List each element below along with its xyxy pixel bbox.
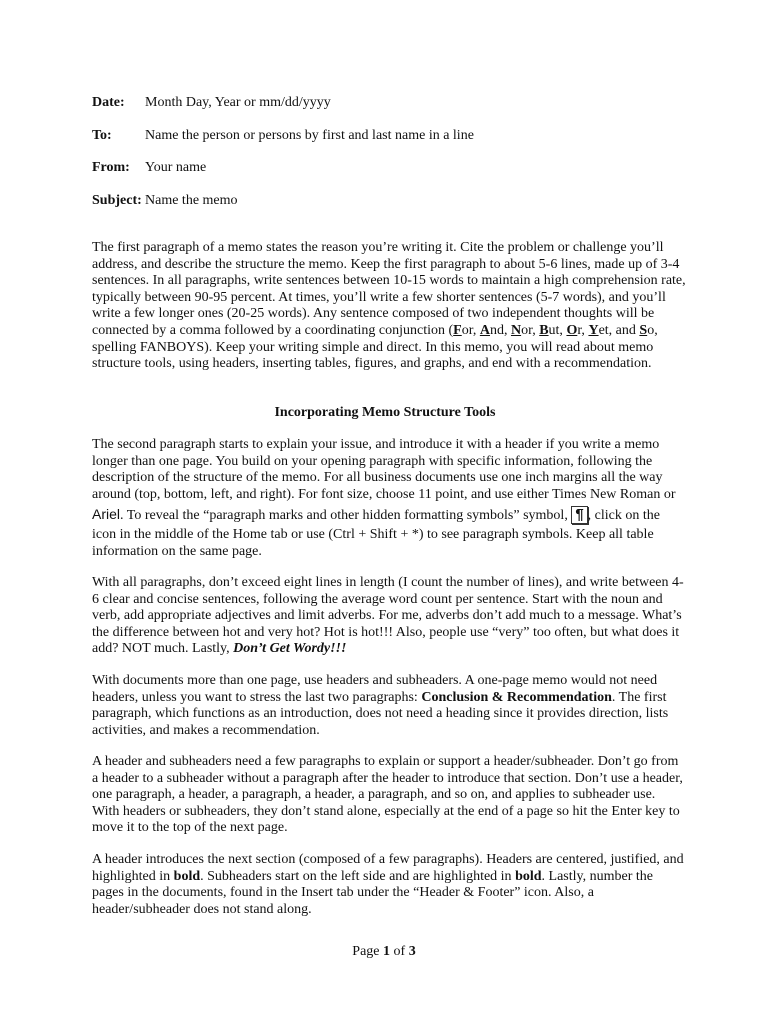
fanboys-letter: Y	[588, 322, 599, 338]
fanboys-letter: S	[639, 322, 648, 338]
text-span: or,	[521, 322, 540, 338]
text-line: With all paragraphs, don’t exceed eight lines in length (I count the number of lines), and write between 4-	[92, 575, 684, 590]
text-line: a header to a subheader without a paragraph after the header to introduce that section. Don’t use a header,	[92, 770, 683, 786]
text-line: A header and subheaders need a few paragraphs to explain or support a header/subheader. Don’t go from	[92, 754, 679, 769]
subject-value: Name the memo	[145, 193, 238, 208]
text-line: 6 clear and concise sentences, following the average word count per sentence. Start with the noun and	[92, 591, 663, 607]
bold-text: bold	[515, 868, 542, 884]
paragraph-structure	[92, 437, 678, 560]
text-span: ut,	[548, 322, 567, 338]
text-line: icon in the middle of the Home tab or use (Ctrl + Shift + *) to see paragraph symbols. Keep all table	[92, 526, 654, 542]
emphasis-text: Don’t Get Wordy!!!	[233, 641, 347, 657]
text-span: connected by a comma followed by a coordinating conjunction (	[92, 322, 454, 338]
text-line: longer than one page. You build on your opening paragraph with specific information, following the	[92, 453, 653, 469]
wordy-line	[92, 641, 678, 658]
text-line: move it to the top of the next page.	[92, 820, 288, 836]
text-line: The second paragraph starts to explain your issue, and introduce it with a header if you write a memo	[92, 437, 660, 452]
text-span: or,	[461, 322, 480, 338]
text-line: sentences. In all paragraphs, write sentences between 10-15 words to maintain a high comprehension rate,	[92, 273, 686, 289]
section-heading: Incorporating Memo Structure Tools	[274, 405, 496, 420]
text-line: header/subheader does not stand along.	[92, 901, 312, 917]
fanboys-letter: N	[510, 322, 522, 338]
paragraph-intro	[92, 240, 686, 373]
paragraph-formatting	[92, 852, 684, 918]
from-label: From:	[92, 160, 130, 175]
text-span: add? NOT much. Lastly,	[92, 641, 234, 657]
text-span: . To reveal the “paragraph marks and other hidden formatting symbols” symbol,	[120, 508, 572, 524]
text-line: A header introduces the next section (composed of a few paragraphs). Headers are centered, justified, and	[92, 852, 684, 867]
fanboys-line	[92, 323, 678, 340]
text-span: et, and	[598, 322, 640, 338]
text-span: . Subheaders start on the left side and are highlighted in	[200, 868, 516, 884]
text-span: of	[390, 944, 409, 959]
ariel-text: Ariel	[92, 506, 121, 523]
text-line: structure tools, using headers, inserting tables, figures, and graphs, and end with a recommendation.	[92, 356, 652, 372]
pilcrow-line	[92, 506, 678, 525]
text-line: paragraph, which functions as an introduction, does not need a heading since it provides direction, lists	[92, 706, 669, 722]
text-line: around (top, bottom, left, and right). For font size, choose 11 point, and use either Times New Roman or	[92, 486, 676, 502]
page-number	[0, 944, 768, 960]
paragraph-subheaders	[92, 754, 683, 837]
text-line: one paragraph, a header, a paragraph, a header, a paragraph, and so on, and applies to subheader use.	[92, 787, 656, 803]
paragraph-headers	[92, 673, 678, 739]
to-label: To:	[92, 128, 112, 143]
bold-text: Conclusion & Recommendation	[421, 689, 612, 705]
text-line: With headers or subheaders, they don’t stand alone, especially at the end of a page so hit the Enter key to	[92, 803, 680, 819]
text-line: address, and describe the structure the memo. Keep the first paragraph to about 5-6 lines, made up of 3-4	[92, 256, 680, 272]
text-line: spelling FANBOYS). Keep your writing simple and direct. In this memo, you will read about memo	[92, 339, 654, 355]
date-value: Month Day, Year or mm/dd/yyyy	[145, 95, 331, 110]
text-line: typically between 90-95 percent. At times, you’ll write a few shorter sentences (5-7 words), and you’ll	[92, 289, 666, 305]
fanboys-letter: F	[453, 322, 462, 338]
text-line	[92, 690, 678, 707]
text-line: information on the same page.	[92, 543, 262, 559]
paragraph-length	[92, 575, 684, 658]
text-span: . Lastly, number the	[541, 868, 653, 884]
text-line: verb, add appropriate adjectives and limit adverbs. For me, adverbs don’t add much to a message. What’s	[92, 608, 682, 624]
text-span: nd,	[489, 322, 511, 338]
text-line: pages in the documents, found in the Insert tab under the “Header & Footer” icon. Also, a	[92, 885, 594, 901]
text-line: activities, and makes a recommendation.	[92, 722, 320, 738]
text-span: r,	[577, 322, 589, 338]
text-span: o,	[647, 322, 658, 338]
text-span: . The first	[611, 689, 667, 705]
to-value: Name the person or persons by first and last name in a line	[145, 128, 474, 143]
fanboys-letter: O	[566, 322, 578, 338]
text-span: , click on the	[587, 508, 660, 524]
text-line: description of the structure of the memo. For all business documents use one inch margins all the way	[92, 470, 663, 486]
bold-text: bold	[173, 868, 201, 884]
text-span: Page	[352, 944, 384, 959]
pilcrow-icon: ¶	[571, 506, 587, 524]
from-value: Your name	[145, 160, 207, 175]
text-span: headers, unless you want to stress the last two paragraphs:	[92, 689, 422, 705]
text-line	[92, 869, 678, 886]
total-pages: 3	[408, 944, 416, 959]
current-page: 1	[383, 944, 391, 959]
subject-label: Subject:	[92, 193, 142, 208]
text-line: write a few longer ones (20-25 words). Any sentence composed of two independent thoughts will be	[92, 306, 655, 322]
text-line: With documents more than one page, use headers and subheaders. A one-page memo would not need	[92, 673, 658, 688]
text-line: the difference between hot and very hot? Hot is hot!!! Also, people use “very” too often, but what does it	[92, 624, 680, 640]
text-line: The first paragraph of a memo states the reason you’re writing it. Cite the problem or challenge you’ll	[92, 240, 664, 255]
fanboys-letter: A	[479, 322, 490, 338]
text-span: highlighted in	[92, 868, 174, 884]
fanboys-letter: B	[539, 322, 549, 338]
date-label: Date:	[92, 95, 125, 110]
